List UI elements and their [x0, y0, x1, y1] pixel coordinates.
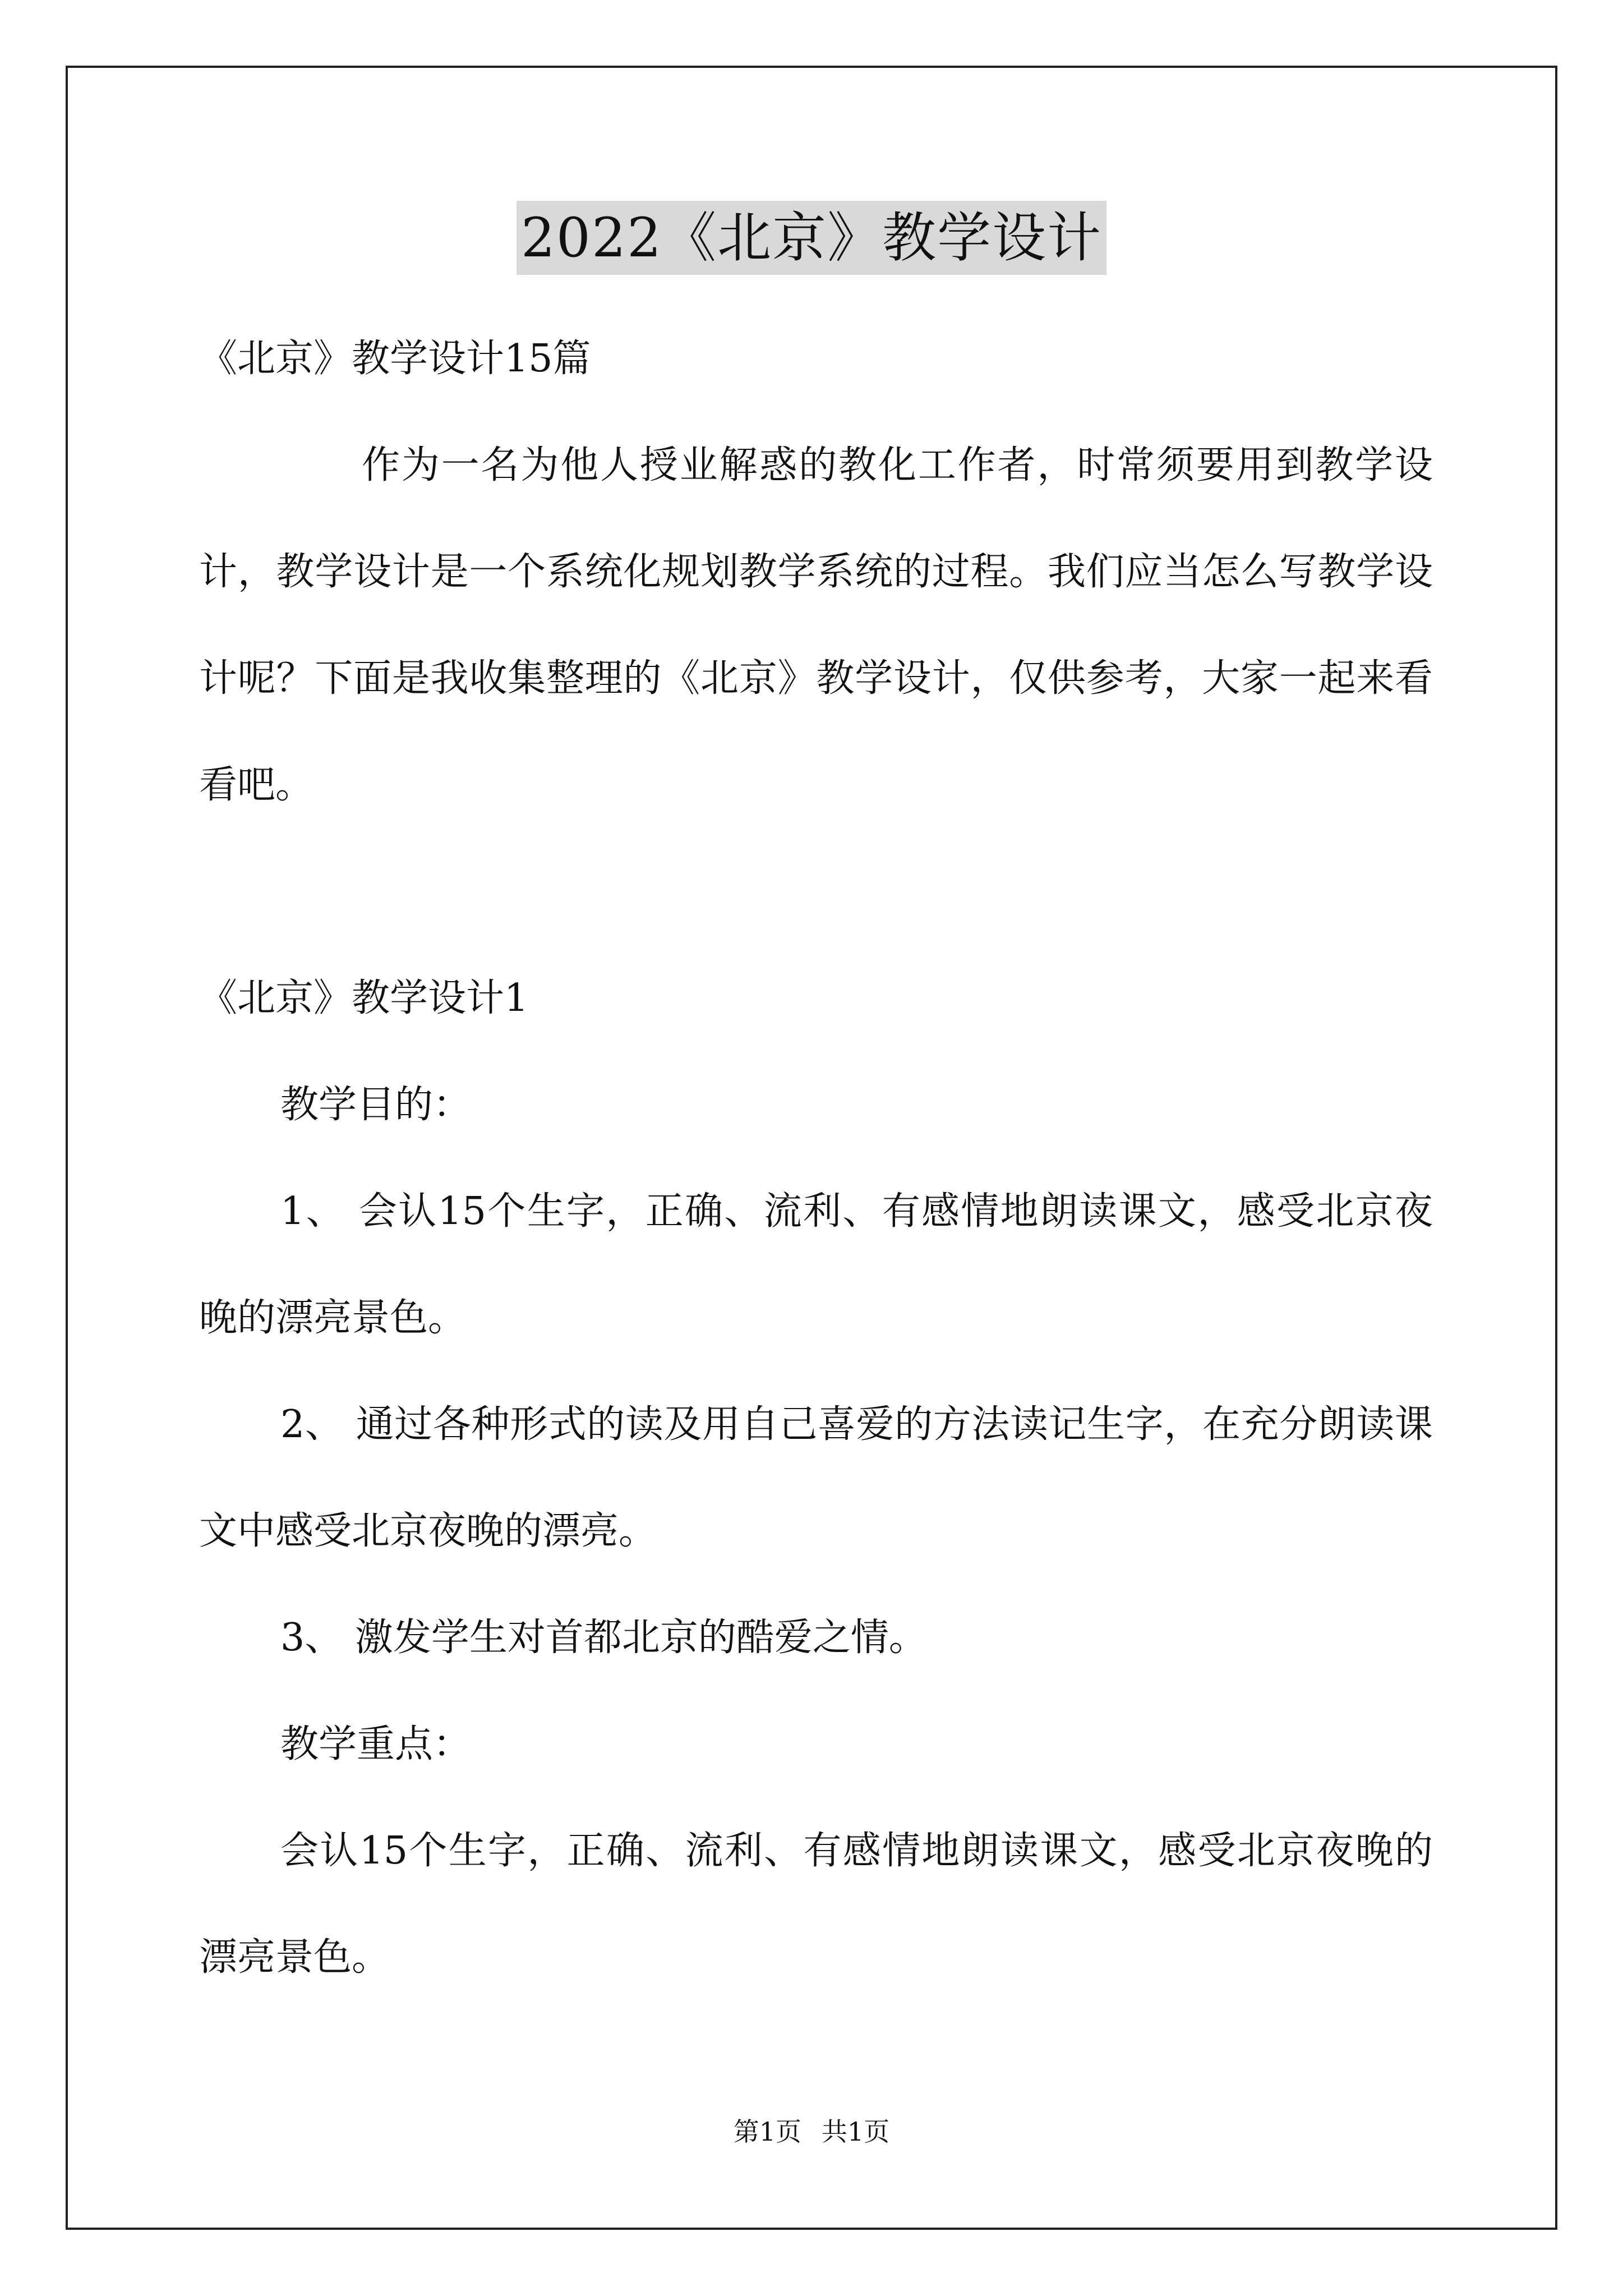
document-subtitle: 《北京》教学设计15篇	[199, 337, 591, 381]
spacer	[199, 839, 1433, 945]
document-title: 2022《北京》教学设计	[517, 201, 1106, 275]
objective-2: 2、 通过各种形式的读及用自己喜爱的方法读记生字，在充分朗读课文中感受北京夜晚的漂亮。	[199, 1402, 1433, 1553]
section-heading: 《北京》教学设计1	[199, 976, 529, 1020]
objective-1: 1、 会认15个生字，正确、流利、有感情地朗读课文，感受北京夜晚的漂亮景色。	[199, 1189, 1433, 1340]
page-total: 共1页	[822, 2116, 890, 2147]
objectives-label: 教学目的：	[280, 1083, 472, 1127]
page-number: 第1页	[733, 2116, 801, 2147]
page-footer	[0, 2115, 1623, 2148]
key-points-text: 会认15个生字，正确、流利、有感情地朗读课文，感受北京夜晚的漂亮景色。	[199, 1829, 1433, 1980]
objective-3: 3、 激发学生对首都北京的酷爱之情。	[280, 1616, 927, 1660]
key-points-label: 教学重点：	[280, 1722, 472, 1766]
title-container	[0, 201, 1623, 275]
intro-paragraph: 作为一名为他人授业解惑的教化工作者，时常须要用到教学设计，教学设计是一个系统化规划教学系统的过程。我们应当怎么写教学设计呢？下面是我收集整理的《北京》教学设计，仅供参考，大家一起来看看吧。	[199, 443, 1433, 807]
document-body	[199, 306, 1433, 2011]
